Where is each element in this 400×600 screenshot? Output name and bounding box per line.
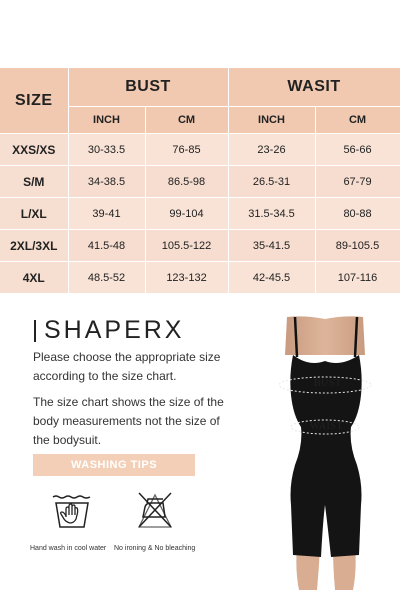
table-cell: 31.5-34.5 [228,198,315,230]
waist-header: WASIT [228,68,400,107]
table-cell: 30-33.5 [68,134,145,166]
table-cell: 42-45.5 [228,262,315,294]
size-label: 2XL/3XL [0,230,68,262]
table-cell: 123-132 [145,262,228,294]
size-chart [0,68,400,290]
bust-tag: BUST [314,378,342,389]
table-cell: 67-79 [315,166,400,198]
sub-header-inch: INCH [68,107,145,134]
brand-logo-text: SHAPERX [44,316,185,344]
table-cell: 105.5-122 [145,230,228,262]
table-cell: 99-104 [145,198,228,230]
table-cell: 76-85 [145,134,228,166]
logo-divider [34,320,36,342]
table-cell: 39-41 [68,198,145,230]
sub-header-cm: CM [315,107,400,134]
table-row [0,230,400,262]
table-row [0,166,400,198]
table-row [0,198,400,230]
table-cell: 56-66 [315,134,400,166]
table-cell: 41.5-48 [68,230,145,262]
size-label: L/XL [0,198,68,230]
size-instruction: Please choose the appropriate size according to the size chart. [33,350,221,383]
size-table [0,68,400,294]
table-cell: 34-38.5 [68,166,145,198]
washing-tips-banner: WASHING TIPS [33,454,195,476]
sub-header-cm: CM [145,107,228,134]
brand-logo [34,316,184,345]
table-cell: 80-88 [315,198,400,230]
table-cell: 89-105.5 [315,230,400,262]
table-cell: 23-26 [228,134,315,166]
bodysuit-model-image [265,315,385,590]
table-cell: 48.5-52 [68,262,145,294]
size-label: S/M [0,166,68,198]
table-cell: 26.5-31 [228,166,315,198]
size-label: 4XL [0,262,68,294]
sub-header-inch: INCH [228,107,315,134]
table-row [0,262,400,294]
hand-wash-label: Hand wash in cool water [30,545,107,552]
size-header: SIZE [0,68,68,134]
bust-header: BUST [68,68,228,107]
no-iron-label: No ironing & No bleaching [114,545,196,552]
no-iron-no-bleach-icon [133,487,177,531]
size-note: The size chart shows the size of the body measurements not the size of the bodysuit. [33,395,224,447]
hand-wash-icon [50,487,94,531]
table-cell: 35-41.5 [228,230,315,262]
table-cell: 107-116 [315,262,400,294]
table-cell: 86.5-98 [145,166,228,198]
table-row [0,134,400,166]
size-label: XXS/XS [0,134,68,166]
waist-tag: WAIST [310,421,344,432]
